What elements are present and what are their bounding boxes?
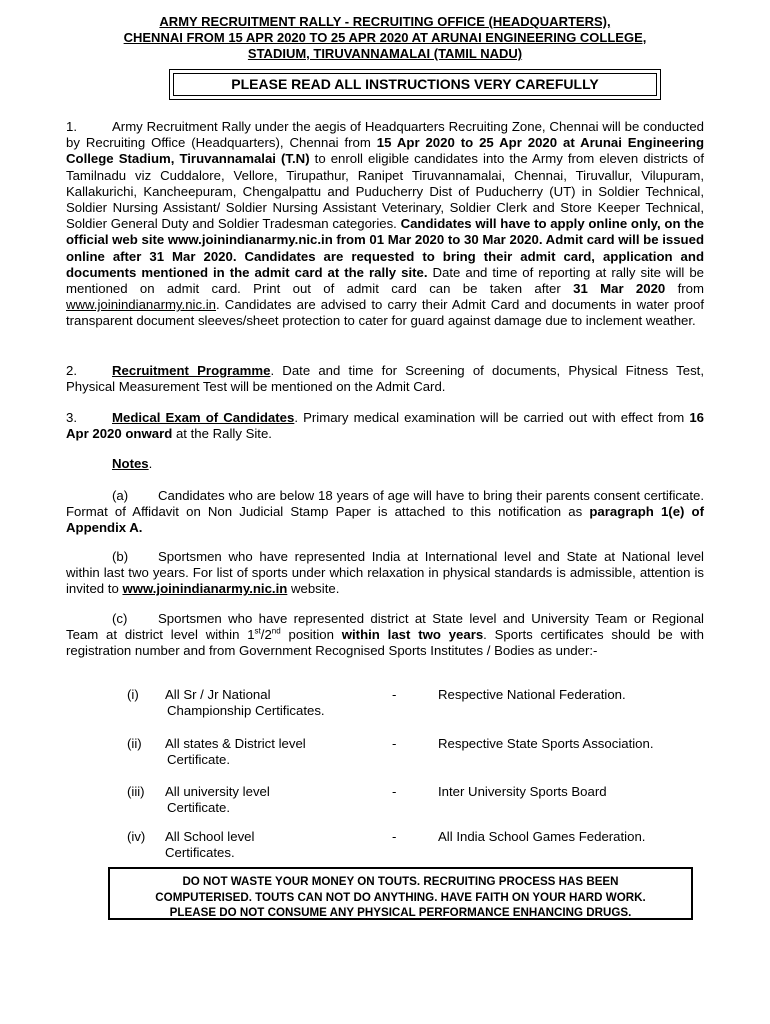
table-row-value: All India School Games Federation. [438, 829, 646, 844]
label-line: Certificates. [165, 845, 235, 860]
section-heading: Medical Exam of Candidates [112, 410, 295, 425]
para-text: . Date and time for Screening of documents, Physical Fitness Test, Physical Measurement Test will be mentioned on the Admit Card. [66, 363, 704, 395]
note-text: /2 [260, 627, 272, 643]
website-link[interactable]: www.joinindianarmy.nic.in [122, 581, 288, 597]
paragraph-1 [66, 119, 704, 330]
para-number: 1. [66, 119, 77, 134]
table-row-dash: - [392, 784, 397, 799]
instruction-box: PLEASE READ ALL INSTRUCTIONS VERY CAREFULLY [173, 73, 657, 96]
table-row-label [165, 687, 365, 719]
para-text: from [665, 281, 704, 297]
table-row-dash: - [392, 736, 397, 751]
note-text: website. [287, 581, 340, 597]
para-text: Army Recruitment Rally under the aegis of Headquarters Recruiting Zone, Chennai will be conducted by Recruiting Office (Headquarters), Chennai from [66, 119, 704, 151]
note-number: (c) [112, 611, 128, 626]
website-link[interactable]: www.joinindianarmy.nic.in [66, 297, 217, 313]
title-line-1: ARMY RECRUITMENT RALLY - RECRUITING OFFICE (HEADQUARTERS), [159, 14, 611, 29]
label-line: Championship Certificates. [167, 703, 325, 718]
notes-heading [112, 456, 312, 472]
label-line: Certificate. [167, 800, 231, 815]
label-line: All School level [165, 829, 255, 844]
label-line: All university level [165, 784, 270, 799]
para-bold: 31 Mar 2020 [573, 281, 666, 297]
note-b [66, 549, 704, 598]
label-line: All Sr / Jr National [165, 687, 271, 702]
note-bold: within last two years [341, 627, 484, 643]
para-text: . Candidates are advised to carry their Admit Card and documents in water proof transparent document sleeves/sheet protection to cater for guard against damage due to inclement weather. [66, 297, 704, 329]
table-row-value: Respective National Federation. [438, 687, 626, 702]
note-number: (b) [112, 549, 129, 564]
notes-dot: . [148, 456, 153, 471]
warning-line-3: PLEASE DO NOT CONSUME ANY PHYSICAL PERFORMANCE ENHANCING DRUGS. [169, 906, 632, 919]
note-a [66, 488, 704, 537]
para-text: . Primary medical examination will be carried out with effect from [294, 410, 690, 425]
superscript: nd [271, 626, 281, 636]
table-row-number: (i) [127, 687, 139, 702]
table-row-value: Respective State Sports Association. [438, 736, 654, 751]
label-line: All states & District level [165, 736, 306, 751]
para-bold: Candidates will have to apply online only, on the official web site www.joinindianarmy.nic.in from 01 Mar 2020 to 30 Mar 2020. Admit card will be issued online after 31 Mar 2020. Candidates are requested to bring their admit card, application and documents mentioned in the admit card at the rally site. [66, 216, 705, 280]
table-row-value: Inter University Sports Board [438, 784, 607, 799]
note-bold: paragraph 1(e) of Appendix A. [66, 504, 704, 536]
note-text: Sportsmen who have represented district at State level and University Team or Regional Team at district level within 1 [66, 611, 704, 643]
table-row-number: (iii) [127, 784, 145, 799]
note-text: . Sports certificates should be with registration number and from Government Recognised Sports Institutes / Bodies as under:- [66, 627, 704, 659]
note-c [66, 611, 704, 660]
paragraph-3 [66, 410, 704, 442]
note-text: Candidates who are below 18 years of age will have to bring their parents consent certificate. Format of Affidavit on Non Judicial Stamp Paper is attached to this notification as [66, 488, 704, 520]
note-text: Sportsmen who have represented India at International level and State at National level within last two years. For list of sports under which relaxation in physical standards is admissible, attention is invited to [66, 549, 704, 597]
warning-line-2: COMPUTERISED. TOUTS CAN NOT DO ANYTHING. HAVE FAITH ON YOUR HARD WORK. [155, 890, 646, 904]
table-row-label [165, 784, 365, 816]
paragraph-2 [66, 363, 704, 395]
note-text: position [280, 627, 342, 643]
title-line-3: STADIUM, TIRUVANNAMALAI (TAMIL NADU) [247, 46, 523, 61]
note-number: (a) [112, 488, 129, 503]
para-text: Date and time of reporting at rally site will be mentioned on admit card. Print out of admit card can be taken after [66, 264, 704, 297]
para-text: to enroll eligible candidates into the Army from eleven districts of Tamilnadu viz Cuddalore, Vellore, Tirupathur, Ranipet Tiruvannamalai, Chennai, Tiruvallur, Vilupuram, Kallakurichi, Kancheepuram, Chengalpattu and Puducherry Dist of Puducherry (UT) in Soldier Technical, Soldier Nursing Assistant/ Soldier Nursing Assistant Veterinary, Soldier Clerk and Store Keeper Technical, Soldier General Duty and Soldier Tradesman categories. [66, 151, 704, 232]
table-row-dash: - [392, 829, 397, 844]
table-row-number: (ii) [127, 736, 142, 751]
warning-box [108, 867, 693, 920]
para-text: at the Rally Site. [172, 426, 272, 442]
para-bold: 16 Apr 2020 onward [66, 410, 704, 442]
para-bold: 15 Apr 2020 to 25 Apr 2020 at Arunai Engineering College Stadium, Tiruvannamalai (T.N) [66, 135, 705, 167]
table-row-number: (iv) [127, 829, 146, 844]
title-line-2: CHENNAI FROM 15 APR 2020 TO 25 APR 2020 AT ARUNAI ENGINEERING COLLEGE, [123, 30, 647, 45]
warning-line-1: DO NOT WASTE YOUR MONEY ON TOUTS. RECRUITING PROCESS HAS BEEN [182, 875, 619, 888]
para-number: 3. [66, 410, 77, 425]
superscript: st [254, 626, 261, 636]
label-line: Certificate. [167, 752, 231, 767]
notes-title: Notes [112, 456, 149, 471]
para-number: 2. [66, 363, 77, 378]
table-row-dash: - [392, 687, 397, 702]
table-row-label [165, 736, 365, 768]
section-heading: Recruitment Programme [112, 363, 271, 378]
table-row-label [165, 829, 365, 861]
